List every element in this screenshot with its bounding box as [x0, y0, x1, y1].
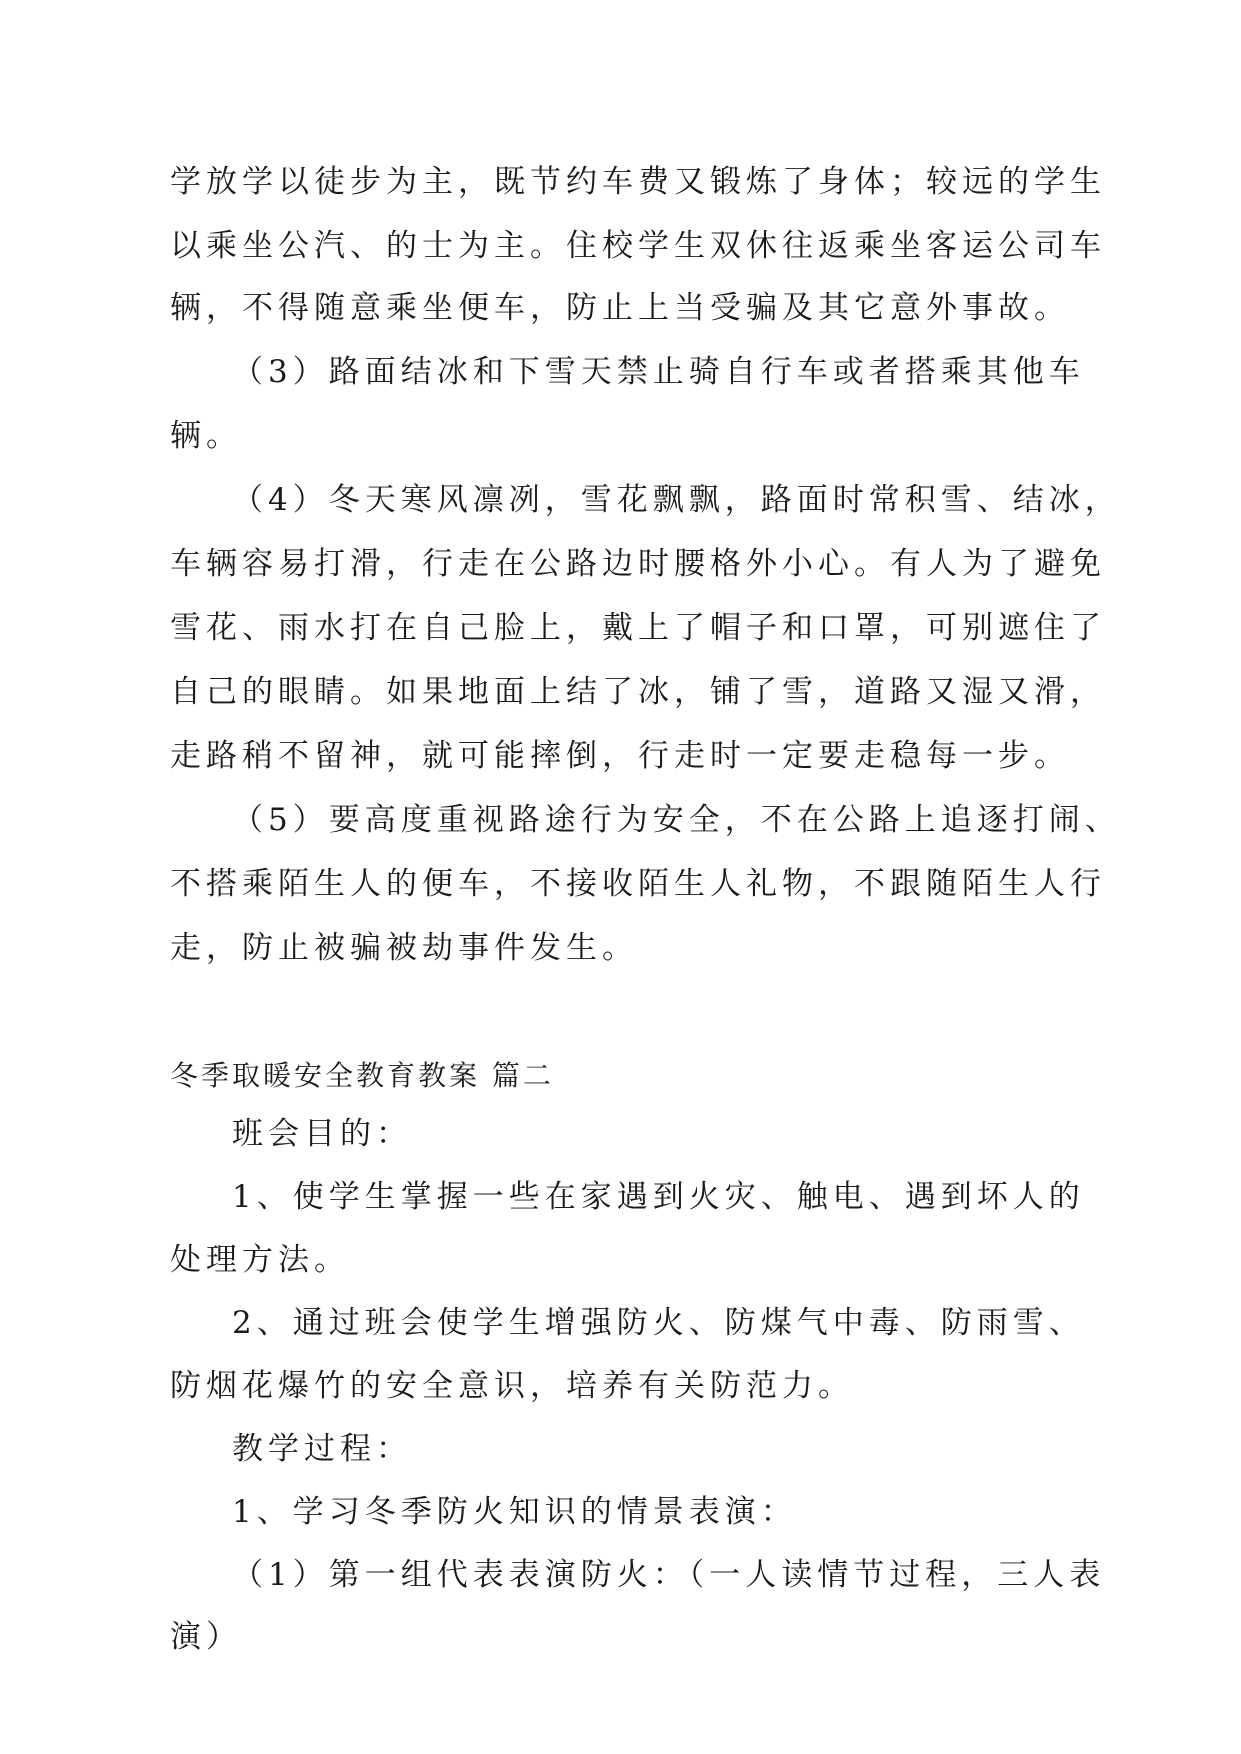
- text-line: 2、通过班会使学生增强防火、防煤气中毒、防雨雪、: [232, 1305, 1085, 1341]
- text-line: 辆，不得随意乘坐便车，防止上当受骗及其它意外事故。: [170, 290, 1070, 326]
- text-line: 处理方法。: [170, 1242, 350, 1278]
- section-heading: 冬季取暖安全教育教案 篇二: [170, 1059, 554, 1092]
- text-line: 走，防止被骗被劫事件发生。: [170, 930, 638, 966]
- text-line: 演）: [170, 1619, 242, 1655]
- text-line: 辆。: [170, 418, 242, 454]
- text-line: 学放学以徒步为主，既节约车费又锻炼了身体；较远的学生: [170, 164, 1106, 200]
- text-line: 走路稍不留神，就可能摔倒，行走时一定要走稳每一步。: [170, 738, 1070, 774]
- text-line: 以乘坐公汽、的士为主。住校学生双休往返乘坐客运公司车: [170, 228, 1106, 264]
- text-line: （1）第一组代表表演防火：（一人读情节过程，三人表: [232, 1557, 1106, 1593]
- text-line: （5）要高度重视路途行为安全，不在公路上追逐打闹、: [232, 802, 1121, 838]
- text-line: 1、学习冬季防火知识的情景表演：: [232, 1494, 797, 1530]
- text-line: 车辆容易打滑，行走在公路边时腰格外小心。有人为了避免: [170, 546, 1106, 582]
- text-line: 防烟花爆竹的安全意识，培养有关防范力。: [170, 1368, 854, 1404]
- text-line: 自己的眼睛。如果地面上结了冰，铺了雪，道路又湿又滑，: [170, 674, 1106, 710]
- text-line: 不搭乘陌生人的便车，不接收陌生人礼物，不跟随陌生人行: [170, 866, 1106, 902]
- text-line: 雪花、雨水打在自己脸上，戴上了帽子和口罩，可别遮住了: [170, 610, 1106, 646]
- text-line: 教学过程：: [232, 1431, 412, 1467]
- text-line: 1、使学生掌握一些在家遇到火灾、触电、遇到坏人的: [232, 1179, 1085, 1215]
- text-line: （3）路面结冰和下雪天禁止骑自行车或者搭乘其他车: [232, 354, 1085, 390]
- text-line: 班会目的：: [232, 1116, 412, 1152]
- text-line: （4）冬天寒风凛冽，雪花飘飘，路面时常积雪、结冰，: [232, 482, 1121, 518]
